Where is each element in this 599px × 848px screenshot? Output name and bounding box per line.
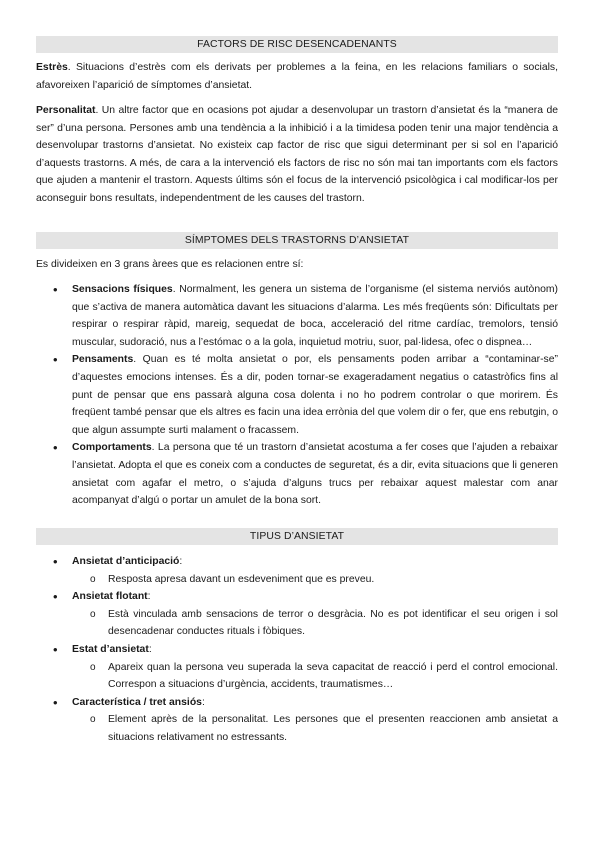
item-colon: : — [147, 591, 151, 603]
paragraph-estres — [36, 59, 558, 94]
sub-item: o Està vinculada amb sensacions de terror o desgràcia. No es pot identificar el seu origen i sol desencadenar conductes rituals i fòbiques. — [108, 606, 558, 641]
tipus-list — [72, 553, 558, 747]
list-item-anticipacio — [72, 553, 558, 588]
section-heading-simptomes: SÍMPTOMES DELS TRASTORNS D’ANSIETAT — [36, 232, 558, 249]
list-item-sensacions — [72, 281, 558, 351]
item-label: Ansietat d’anticipació — [72, 556, 180, 567]
estres-text: . Situacions d’estrès com els derivats per problemes a la feina, en les relacions familiars o socials, afavoreixen l’aparició de símptomes d’ansietat. — [36, 62, 558, 91]
item-label: Característica / tret ansiós — [72, 696, 202, 708]
sub-list — [72, 606, 558, 641]
sub-list — [72, 659, 558, 694]
simptomes-intro: Es divideixen en 3 grans àrees que es relacionen entre sí: — [36, 259, 304, 270]
sub-item: o Resposta apresa davant un esdeveniment que es preveu. — [108, 571, 558, 589]
sub-list — [72, 711, 558, 746]
item-label: Estat d’ansietat — [72, 643, 149, 655]
list-item-pensaments — [72, 351, 558, 439]
item-text: . Quan es té molta ansietat o por, els pensaments poden arribar a “contaminar-se” d’aquestes emocions intenses. És a dir, poden tornar-se exageradament negatius o catastròfics fins al punt de pensar que ens passarà alguna cosa dolenta i no ho podrem controlar o que morirem. És freqüent també pensar que els altres es facin una idea errònia del que volem dir o fer, que ens rebutgin, o que algun assumpte surti malament o fracassem. — [72, 354, 558, 436]
item-colon: : — [201, 696, 205, 708]
item-colon: : — [179, 556, 183, 567]
list-item-caracteristica — [72, 694, 558, 747]
section-heading-factors: FACTORS DE RISC DESENCADENANTS — [36, 36, 558, 53]
list-item-comportaments — [72, 439, 558, 509]
paragraph-personalitat — [36, 102, 558, 208]
sub-item: o Element après de la personalitat. Les persones que el presenten reaccionen amb ansietat a situacions relativament no estressants. — [108, 711, 558, 746]
personalitat-text: . Un altre factor que en ocasions pot ajudar a desenvolupar un trastorn d’ansietat és la “manera de ser” d’una persona. Persones amb una tendència a la inhibició i a la timidesa poden tenir una major tendència a desenvolupar trastorns d’ansietat. No existeix cap factor de risc que sigui determinant per si sol en l’aparició d’aquests trastorns. A més, de cara a la intervenció els factors de risc no són mai tan importants com els factors que ajuden a mantenir el trastorn. Aquests últims són el focus de la intervenció psicològica i cal modificar-los per aconseguir bons resultats, independentment de les causes del trastorn. — [36, 105, 558, 204]
item-text: . Normalment, les genera un sistema de l’organisme (el sistema nerviós autònom) que s’activa de manera automàtica davant les situacions d’alarma. Les més freqüents són: Dificultats per respirar o respirar ràpid, mareig, sequedat de boca, acceleració del ritme cardíac, tremolors, tensió muscular, sudoració, nus a l’estómac o a la gola, inquietud motriu, suor, pal·lidesa, ofec o dispnea… — [72, 284, 558, 348]
section-heading-tipus: TIPUS D’ANSIETAT — [36, 528, 558, 545]
item-label: Comportaments — [72, 442, 152, 454]
list-item-flotant — [72, 588, 558, 641]
simptomes-list — [72, 281, 558, 510]
personalitat-label: Personalitat — [36, 105, 96, 116]
sub-list — [72, 571, 558, 589]
item-label: Pensaments — [72, 354, 134, 366]
item-colon: : — [148, 643, 152, 655]
item-label: Ansietat flotant — [72, 591, 148, 603]
item-label: Sensacions físiques — [72, 284, 173, 295]
list-item-estat — [72, 641, 558, 694]
item-text: . La persona que té un trastorn d’ansietat acostuma a fer coses que l’ajuden a rebaixar l’ansietat. Adopta el que es coneix com a conductes de seguretat, és a dir, evita situacions que li generen ansietat com agafar el metro, o s’ajuda d’alguns trucs per rebaixar aquest malestar com anar acompanyat d’algú o portar un amulet de la bona sort. — [72, 442, 558, 507]
sub-item: o Apareix quan la persona veu superada la seva capacitat de reacció i perd el control emocional. Correspon a situacions d’urgència, accidents, traumatismes… — [108, 659, 558, 694]
estres-label: Estrès — [36, 62, 68, 73]
